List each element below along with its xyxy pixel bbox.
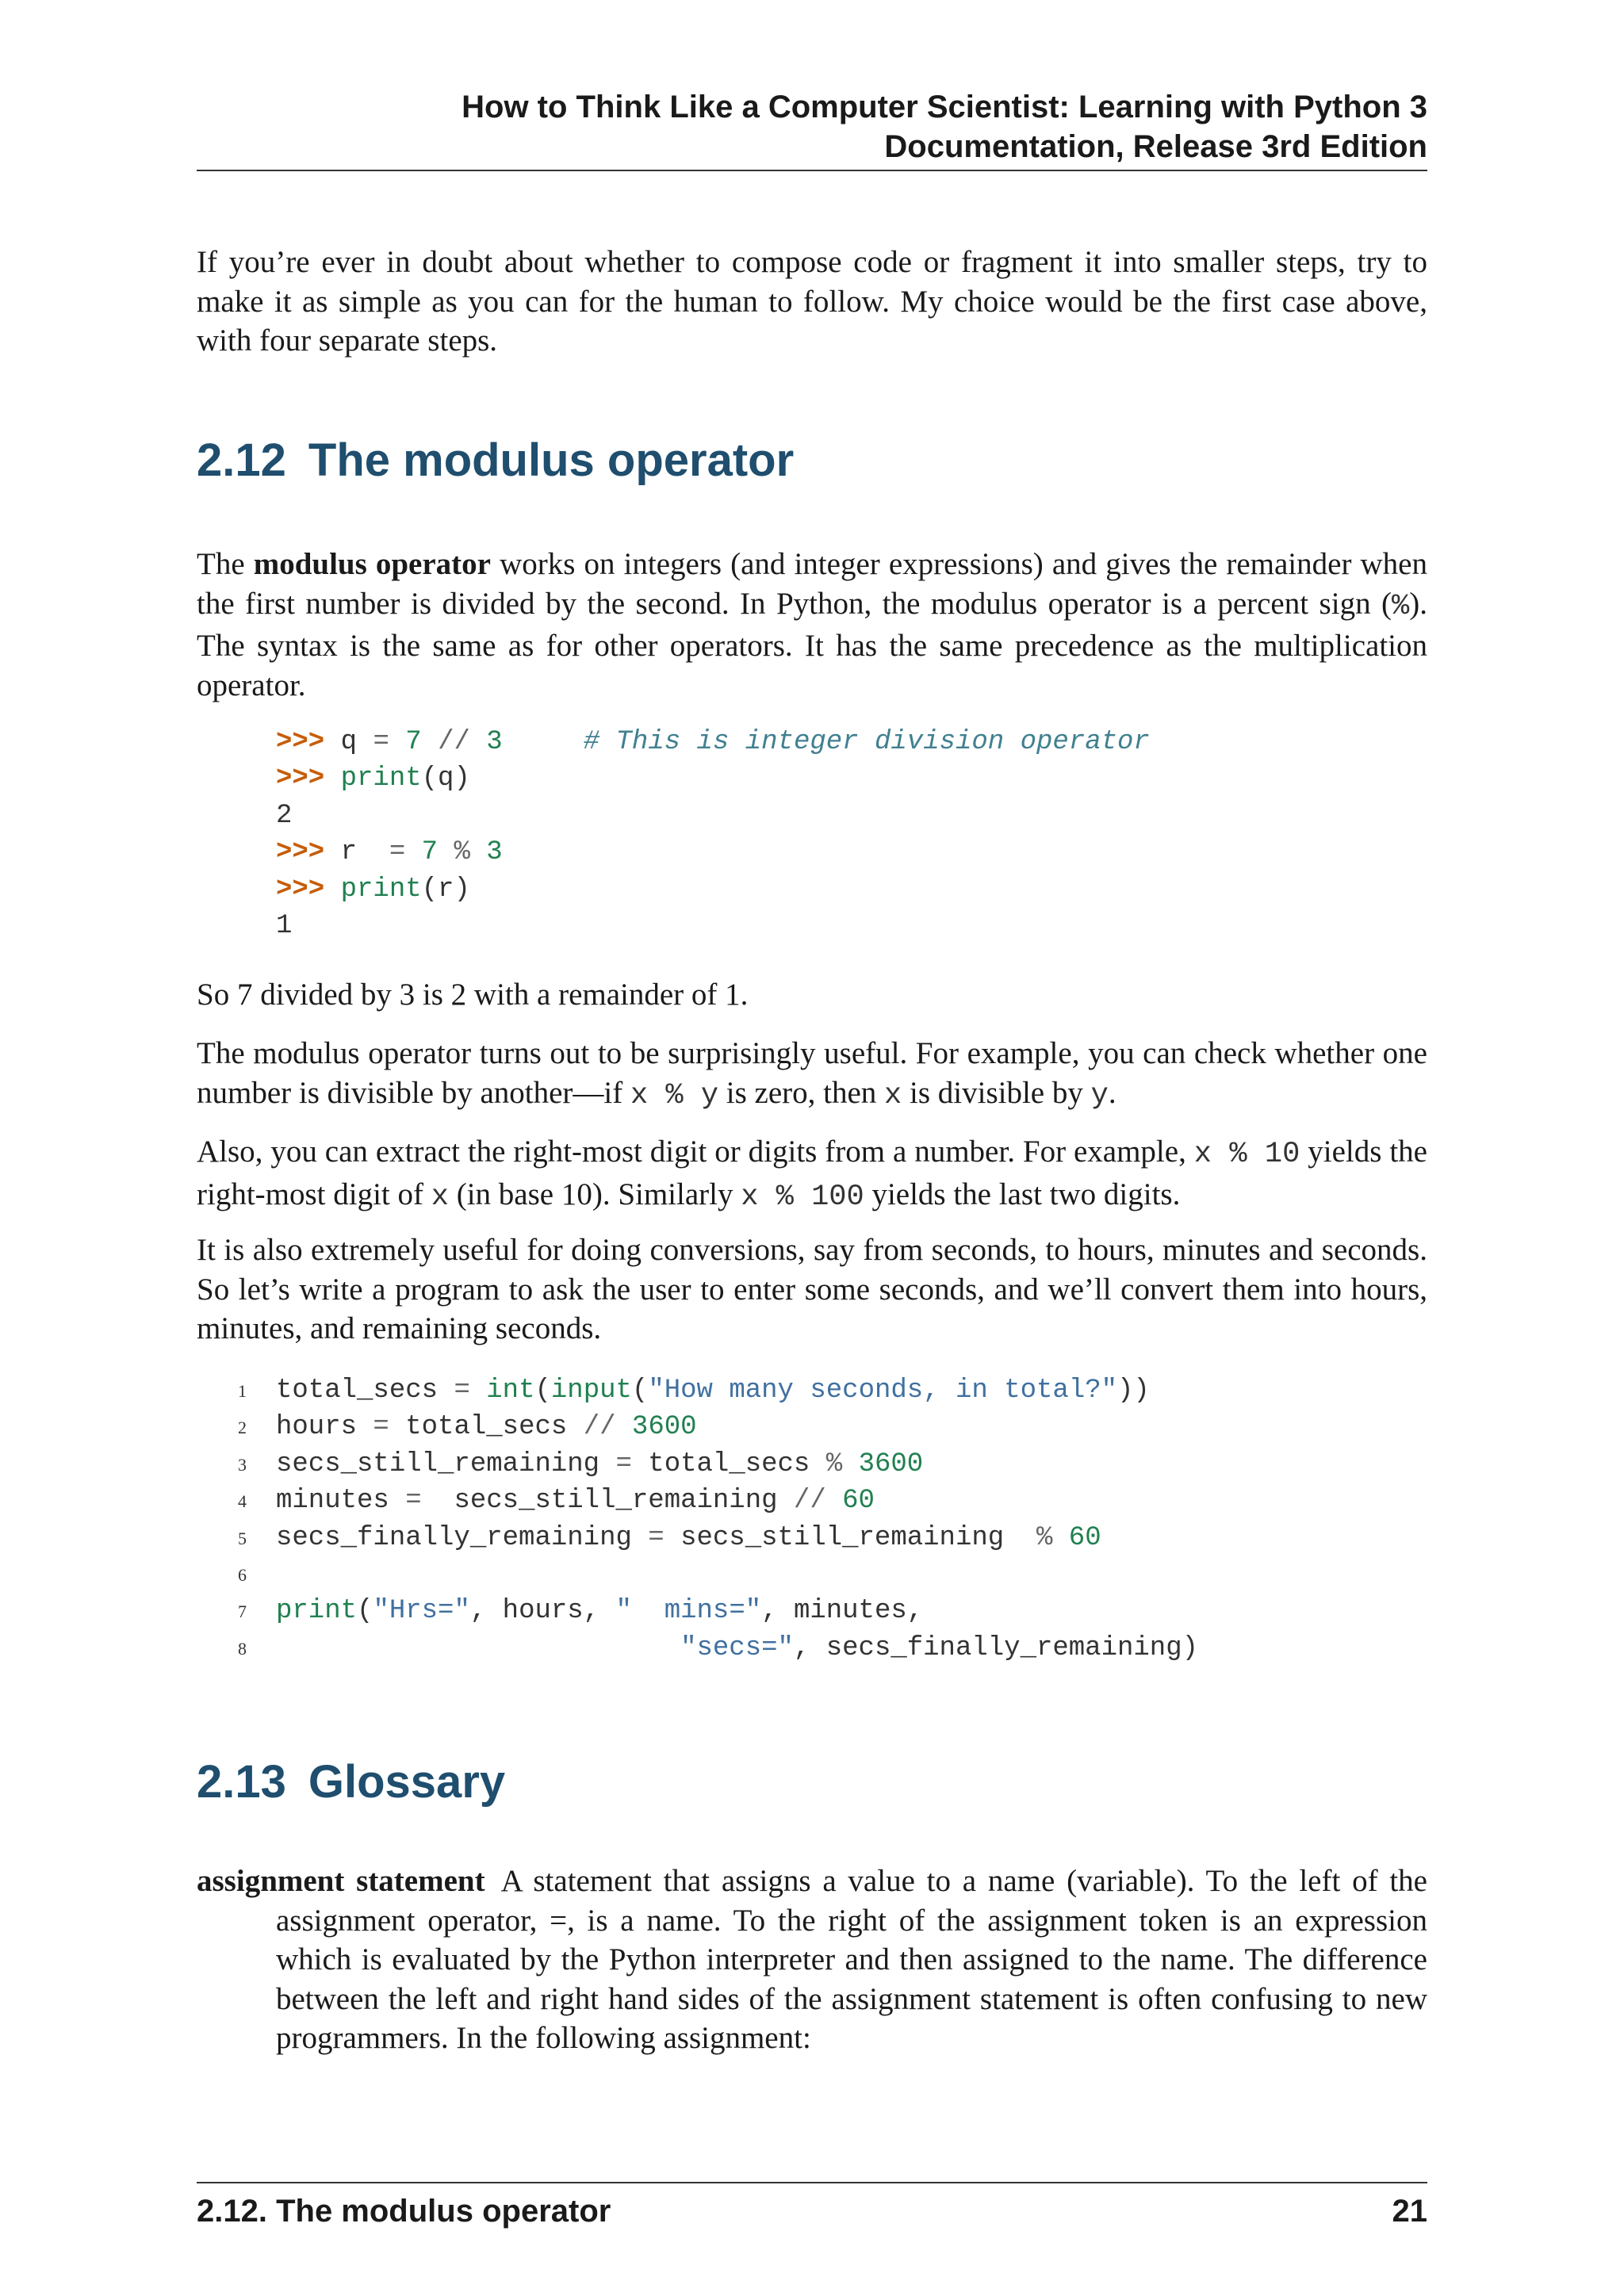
page-number: 21 — [1392, 2194, 1427, 2229]
line-number: 4 — [238, 1491, 247, 1512]
line-number: 3 — [238, 1454, 247, 1475]
line-number: 7 — [238, 1601, 247, 1622]
repl-line: >>> r = 7 % 3 — [276, 837, 503, 868]
section-number: 2.12 — [197, 434, 286, 486]
header-title-line-2: Documentation, Release 3rd Edition — [884, 129, 1427, 164]
running-header — [197, 87, 1427, 166]
glossary-entry — [197, 1862, 1427, 2058]
code-line: 1 total_secs = int(input("How many seconds, in total?")) — [238, 1372, 1198, 1409]
section-heading-2-13 — [197, 1755, 505, 1810]
remainder-paragraph: So 7 divided by 3 is 2 with a remainder of 1. — [197, 978, 749, 1012]
line-number: 1 — [238, 1381, 247, 1401]
modulus-operator-term: modulus operator — [253, 547, 491, 581]
code-line: 4 minutes = secs_still_remaining // 60 — [238, 1483, 1198, 1519]
code-line: 8 "secs=", secs_finally_remaining) — [238, 1630, 1198, 1667]
digits-paragraph: Also, you can extract the right-most digit or digits from a number. For example, x % 10 yields the right-most digit of x (in base 10). Similarly x % 100 yields the last two digits. — [197, 1135, 1427, 1214]
repl-output: 1 — [276, 910, 293, 941]
percent-sign-code: % — [1392, 589, 1410, 623]
footer-section: 2.12. The modulus operator — [197, 2194, 611, 2229]
divisibility-paragraph: The modulus operator turns out to be surprisingly useful. For example, you can check whether one number is divisible by another—if x % y is zero, then x is divisible by y. — [197, 1036, 1427, 1112]
repl-line: >>> q = 7 // 3 # This is integer division operator — [276, 727, 1150, 757]
intro-paragraph: If you’re ever in doubt about whether to compose code or fragment it into smaller steps, try to make it as simple as you can for the human to follow. My choice would be the first case above, with four separate steps. — [197, 245, 1427, 358]
section-number: 2.13 — [197, 1756, 286, 1808]
conversion-paragraph: It is also extremely useful for doing conversions, say from seconds, to hours, minutes and seconds. So let’s write a program to ask the user to enter some seconds, and we’ll convert them into hours, minutes, and remaining seconds. — [197, 1233, 1427, 1345]
header-title-line-1: How to Think Like a Computer Scientist: Learning with Python 3 — [462, 90, 1427, 124]
section-heading-2-12 — [197, 433, 794, 488]
line-number: 2 — [238, 1418, 247, 1438]
repl-line: >>> print(r) — [276, 874, 470, 905]
repl-output: 2 — [276, 800, 293, 831]
repl-line: >>> print(q) — [276, 763, 470, 794]
running-footer — [197, 2191, 1427, 2231]
code-listing — [238, 1372, 1198, 1667]
section-title: The modulus operator — [308, 434, 795, 486]
section-title: Glossary — [308, 1756, 506, 1808]
code-comment: # This is integer division operator — [583, 727, 1150, 757]
glossary-definition: A statement that assigns a value to a name (variable). To the left of the assignment operator, =, is a name. To the right of the assignment token is an expression which is evaluated by the Python interpreter and then assigned to the name. The difference between the left and right hand sides of the assignment statement is often confusing to new programmers. In the following assignment: — [276, 1864, 1427, 2055]
glossary-term: assignment statement — [197, 1864, 485, 1898]
line-number: 5 — [238, 1528, 247, 1548]
code-line: 2 hours = total_secs // 3600 — [238, 1409, 1198, 1445]
line-number: 8 — [238, 1638, 247, 1659]
line-number: 6 — [238, 1564, 247, 1585]
code-line: 5 secs_finally_remaining = secs_still_remaining % 60 — [238, 1520, 1198, 1556]
code-line: 3 secs_still_remaining = total_secs % 3600 — [238, 1446, 1198, 1483]
header-rule — [197, 170, 1427, 171]
repl-example — [276, 724, 1150, 944]
modulus-definition-paragraph: The modulus operator works on integers (and integer expressions) and gives the remainder when the first number is divided by the second. In Python, the modulus operator is a percent sign (%). The syntax is the same as for other operators. It has the same precedence as the multiplication operator. — [197, 547, 1427, 702]
footer-rule — [197, 2182, 1427, 2183]
code-line: 7 print("Hrs=", hours, " mins=", minutes, — [238, 1593, 1198, 1629]
code-line — [238, 1556, 1198, 1593]
